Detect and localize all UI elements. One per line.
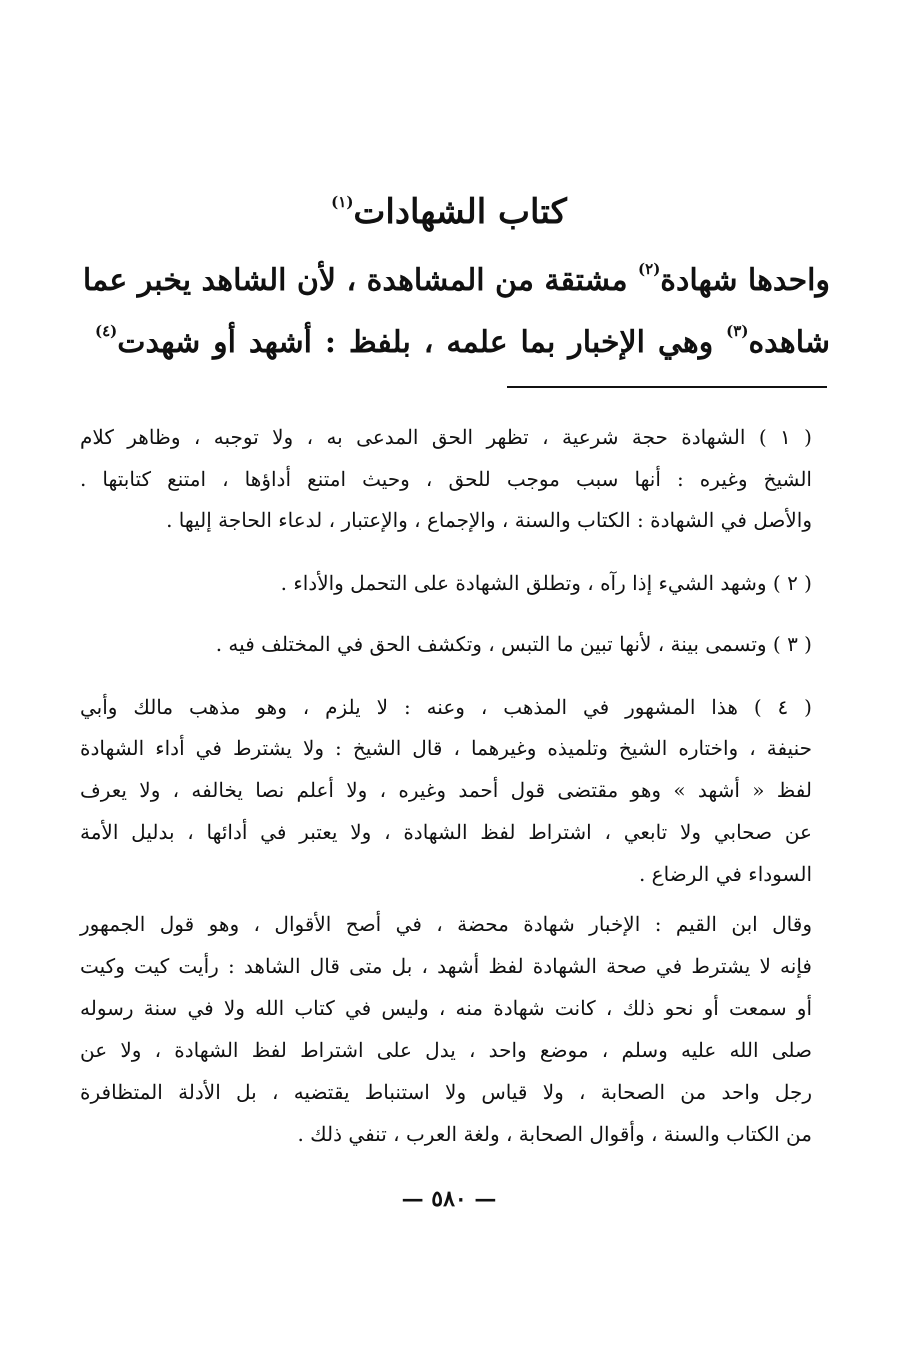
footnote-4-cont-line-3: أو سمعت أو نحو ذلك ، كانت شهادة منه ، وليس في كتاب الله ولا في سنة رسوله — [80, 996, 812, 1020]
footnote-marker-2: (٢) — [638, 260, 661, 278]
footnote-4-cont-line-5: رجل واحد من الصحابة ، ولا قياس ولا استنباط يقتضيه ، بل الأدلة المتظافرة — [80, 1080, 812, 1104]
footnote-4-line-1: ( ٤ ) هذا المشهور في المذهب ، وعنه : لا يلزم ، وهو مذهب مالك وأبي — [80, 695, 812, 719]
footnote-3-line-1: ( ٣ ) وتسمى بينة ، لأنها تبين ما التبس ، وتكشف الحق في المختلف فيه . — [215, 632, 812, 656]
footnote-4-line-5: السوداء في الرضاع . — [638, 862, 812, 886]
chapter-title-footnote-marker: (١) — [331, 193, 354, 211]
footnote-4-line-4: عن صحابي ولا تابعي ، اشتراط لفظ الشهادة ، ولا يعتبر في أدائها ، بدليل الأمة — [80, 820, 812, 844]
page-number: — ٥٨٠ — — [401, 1186, 497, 1212]
chapter-title-text: كتاب الشهادات — [353, 192, 567, 232]
footnote-4-cont-line-2: فإنه لا يشترط في صحة الشهادة لفظ أشهد ، بل متى قال الشاهد : رأيت كيت وكيت — [80, 954, 812, 978]
footnote-4-line-3: لفظ « أشهد » وهو مقتضى قول أحمد وغيره ، ولا أعلم نصا يخالفه ، ولا يعرف — [80, 778, 812, 802]
footnote-1-line-2: الشيخ وغيره : أنها سبب موجب للحق ، وحيث امتنع أداؤها ، امتنع كتابتها . — [80, 467, 812, 491]
footnote-4-cont-line-1: وقال ابن القيم : الإخبار شهادة محضة ، في أصح الأقوال ، وهو قول الجمهور — [80, 912, 812, 936]
footnote-4-cont-line-6: من الكتاب والسنة ، وأقوال الصحابة ، ولغة العرب ، تنفي ذلك . — [297, 1122, 812, 1146]
body-text-line-2-part-a: شاهده — [748, 325, 830, 360]
body-text-line-1 — [82, 246, 830, 304]
body-text-line-1-part-a: واحدها شهادة — [660, 263, 830, 298]
footnote-2-line-1: ( ٢ ) وشهد الشيء إذا رآه ، وتطلق الشهادة على التحمل والأداء . — [280, 571, 812, 595]
body-text-line-1-part-b: مشتقة من المشاهدة ، لأن الشاهد يخبر عما — [82, 263, 628, 298]
footnote-1-line-1: ( ١ ) الشهادة حجة شرعية ، تظهر الحق المدعى به ، ولا توجبه ، وظاهر كلام — [80, 425, 812, 449]
footnote-4-cont-line-4: صلى الله عليه وسلم ، موضع واحد ، يدل على اشتراط لفظ الشهادة ، ولا عن — [80, 1038, 812, 1062]
footnote-separator-rule — [507, 386, 827, 388]
footnote-marker-3: (٣) — [726, 322, 749, 340]
footnote-4-line-2: حنيفة ، واختاره الشيخ وتلميذه وغيرهما ، قال الشيخ : ولا يشترط في أداء الشهادة — [80, 736, 812, 760]
footnote-1-line-3: والأصل في الشهادة : الكتاب والسنة ، والإجماع ، والإعتبار ، لدعاء الحاجة إليها . — [166, 508, 812, 532]
body-text-line-2-part-b: وهي الإخبار بما علمه ، بلفظ : أشهد أو شهدت — [117, 325, 714, 360]
footnote-marker-4: (٤) — [95, 322, 118, 340]
body-text-line-2 — [95, 308, 830, 366]
chapter-title — [0, 178, 898, 236]
